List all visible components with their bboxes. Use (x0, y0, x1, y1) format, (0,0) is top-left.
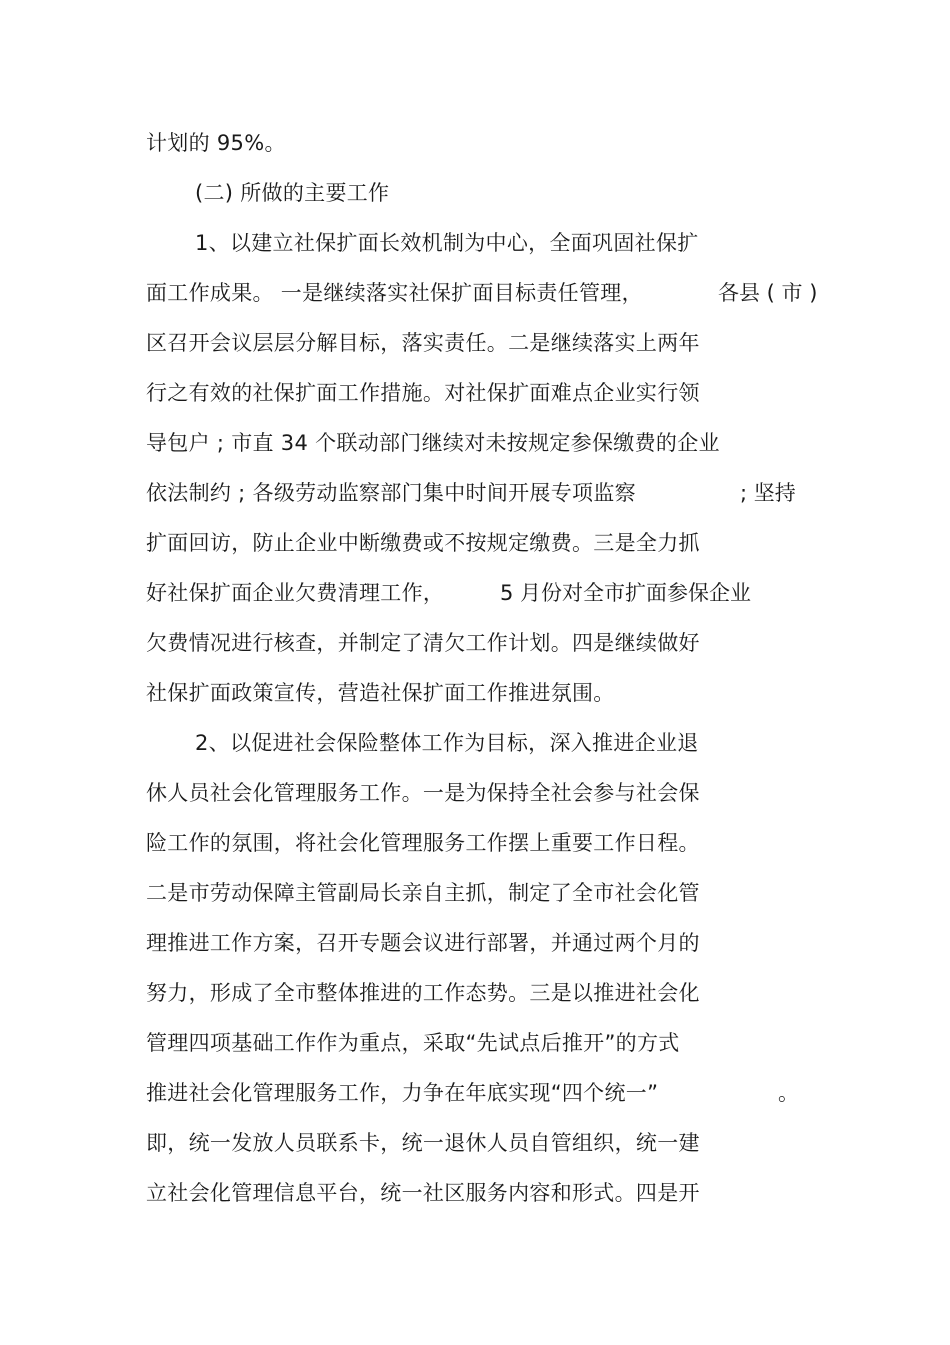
text-line: 2、以促进社会保险整体工作为目标，深入推进企业退 (195, 731, 699, 755)
text-line: 依法制约 ; 各级劳动监察部门集中时间开展专项监察 (146, 481, 636, 505)
text-line: 扩面回访，防止企业中断缴费或不按规定缴费。三是全力抓 (146, 531, 700, 555)
text-line: 面工作成果。 一是继续落实社保扩面目标责任管理， (146, 281, 643, 305)
text-line: 1、以建立社保扩面长效机制为中心，全面巩固社保扩 (195, 231, 699, 255)
text-line: 二是市劳动保障主管副局长亲自主抓，制定了全市社会化管 (146, 881, 700, 905)
text-line: 好社保扩面企业欠费清理工作， (146, 581, 445, 605)
text-line: 社保扩面政策宣传，营造社保扩面工作推进氛围。 (146, 681, 615, 705)
section-heading: (二) 所做的主要工作 (195, 181, 390, 205)
text-line-tail: 各县 ( 市 ) (718, 281, 818, 305)
text-line: 计划的 95%。 (146, 131, 286, 155)
text-line: 努力，形成了全市整体推进的工作态势。三是以推进社会化 (146, 981, 700, 1005)
text-line: 管理四项基础工作作为重点，采取“先试点后推开”的方式 (146, 1031, 680, 1055)
text-line-tail: 5 月份对全市扩面参保企业 (500, 581, 752, 605)
text-line: 险工作的氛围，将社会化管理服务工作摆上重要工作日程。 (146, 831, 700, 855)
text-line: 立社会化管理信息平台，统一社区服务内容和形式。四是开 (146, 1181, 700, 1205)
text-line: 行之有效的社保扩面工作措施。对社保扩面难点企业实行领 (146, 381, 700, 405)
text-line-tail: 。 (778, 1081, 799, 1105)
text-line: 欠费情况进行核查，并制定了清欠工作计划。四是继续做好 (146, 631, 700, 655)
text-line: 区召开会议层层分解目标，落实责任。二是继续落实上两年 (146, 331, 700, 355)
text-line: 即，统一发放人员联系卡，统一退休人员自管组织，统一建 (146, 1131, 700, 1155)
text-line: 推进社会化管理服务工作，力争在年底实现“四个统一” (146, 1081, 659, 1105)
text-line: 休人员社会化管理服务工作。一是为保持全社会参与社会保 (146, 781, 700, 805)
text-line: 导包户 ; 市直 34 个联动部门继续对未按规定参保缴费的企业 (146, 431, 720, 455)
text-line: 理推进工作方案，召开专题会议进行部署，并通过两个月的 (146, 931, 700, 955)
text-line-tail: ; 坚持 (740, 481, 796, 505)
